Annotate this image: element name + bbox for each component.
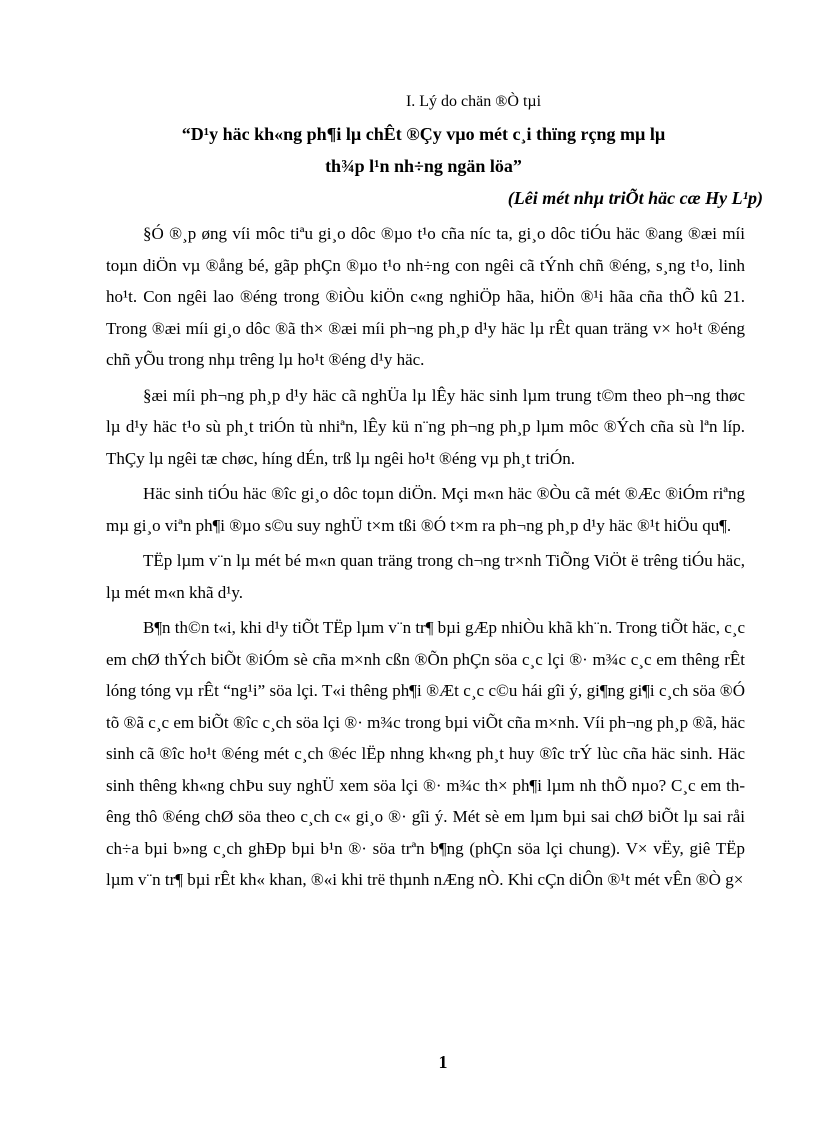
paragraph: TËp lµm v¨n lµ mét bé m«n quan träng trong ch¬ng tr×nh TiÕng ViÖt ë trêng tiÓu häc, lµ mét m«n khã d¹y.: [106, 551, 745, 602]
quote-author: (Lêi mét nhµ triÕt häc cæ Hy L¹p): [507, 188, 763, 208]
quote-line-1: “D¹y häc kh«ng ph¶i lµ chÊt ®Çy vµo mét c¸i thïng rçng mµ lµ: [181, 124, 666, 144]
quote-line-2: th¾p l¹n nh÷ng ngän löa”: [325, 156, 522, 176]
body-text: [106, 218, 745, 896]
epigraph: [146, 118, 763, 212]
paragraph: §æi míi ph¬ng ph¸p d¹y häc cã nghÜa lµ lÊy häc sinh lµm trung t©m theo ph¬ng thøc lµ d¹y häc t¹o sù ph¸t triÓn tù nhiªn, lÊy kü n¨ng ph¬ng ph¸p lµm môc ®Ých cña sù lªn líp. ThÇy lµ ngêi tæ chøc, híng dÉn, trß lµ ngêi ho¹t ®éng vµ ph¸t triÓn.: [106, 385, 745, 468]
paragraph: §Ó ®¸p øng víi môc tiªu gi¸o dôc ®µo t¹o cña níc ta, gi¸o dôc tiÓu häc ®ang ®æi míi toµn diÖn vµ ®ång bé, gãp phÇn ®µo t¹o nh÷ng con ngêi cã tÝnh chñ ®éng, s¸ng t¹o, linh ho¹t. Con ngêi lao ®éng trong ®iÒu kiÖn c«ng nghiÖp hãa, hiÖn ®¹i hãa cña thÕ kû 21. Trong ®æi míi gi¸o dôc ®ã th× ®æi míi ph¬ng ph¸p d¹y häc lµ rÊt quan träng v× ho¹t ®éng chñ yÕu trong nhµ trêng lµ ho¹t ®éng d¹y häc.: [106, 224, 745, 369]
paragraph: B¶n th©n t«i, khi d¹y tiÕt TËp lµm v¨n tr¶ bµi gÆp nhiÒu khã kh¨n. Trong tiÕt häc, c¸c em chØ thÝch biÕt ®iÓm sè cña m×nh cßn ®Õn phÇn söa c¸c lçi ®· m¾c c¸c em thêng rÊt lóng tóng vµ rÊt “ng¹i” söa lçi. T«i thêng ph¶i ®Æt c¸c c©u hái gîi ý, gi¶ng gi¶i c¸ch söa ®Ó tõ ®ã c¸c em biÕt ®îc c¸ch söa lçi ®· m¾c trong bµi viÕt cña m×nh. Víi ph¬ng ph¸p ®ã, häc sinh cã ®îc ho¹t ®éng mét c¸ch ®éc lËp nhng kh«ng ph¸t huy ®îc trÝ lùc cña häc sinh. Häc sinh thêng kh«ng chÞu suy nghÜ xem söa lçi ®· m¾c th× ph¶i lµm nh thÕ nµo? C¸c em thêng thô ®éng chØ söa theo c¸ch c« gi¸o ®· gîi ý. Mét sè em lµm bµi sai chØ biÕt lµ sai råi ch÷a bµi b»ng c¸ch ghÐp bµi b¹n ®· söa trªn b¶ng (phÇn söa lçi chung). V× vËy, giê TËp lµm v¨n tr¶ bµi rÊt kh« khan, ®«i khi trë thµnh nÆng nÒ. Khi cÇn diÔn ®¹t mét vÊn ®Ò g×: [106, 618, 745, 889]
page-number: 1: [438, 1052, 448, 1072]
section-heading: I. Lý do chän ®Ò tµi: [405, 93, 542, 110]
paragraph: Häc sinh tiÓu häc ®îc gi¸o dôc toµn diÖn. Mçi m«n häc ®Òu cã mét ®Æc ®iÓm riªng mµ gi¸o viªn ph¶i ®µo s©u suy nghÜ t×m tßi ®Ó t×m ra ph¬ng ph¸p d¹y häc ®¹t hiÖu qu¶.: [106, 484, 745, 535]
